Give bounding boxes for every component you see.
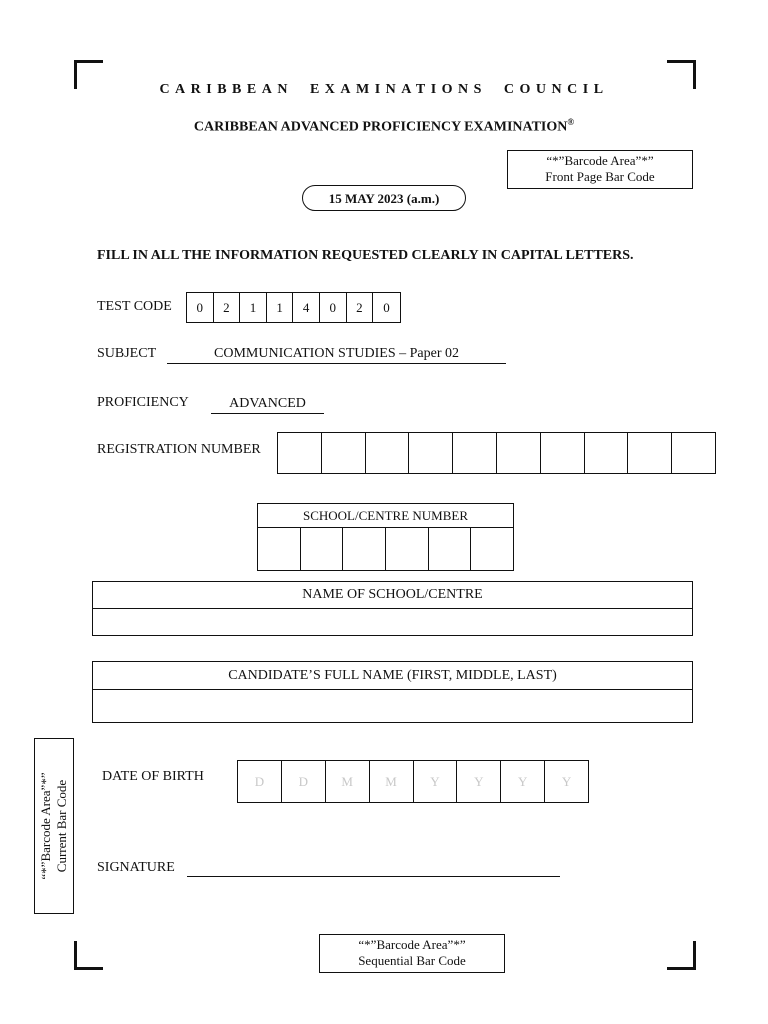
crop-mark-bottom-left	[74, 941, 103, 970]
school-number-digit-field[interactable]	[429, 528, 472, 570]
barcode-area-label: “*”Barcode Area”*”	[358, 937, 466, 952]
test-code-digit: 0	[320, 293, 347, 322]
test-code-digit: 0	[383, 300, 390, 315]
dob-day-field[interactable]: D	[282, 761, 326, 802]
barcode-type-label: Front Page Bar Code	[545, 169, 655, 184]
test-code-digit: 2	[214, 293, 241, 322]
test-code-boxes	[186, 292, 401, 323]
proficiency-value: ADVANCED	[211, 396, 324, 414]
subject-label: SUBJECT	[97, 346, 157, 361]
exam-title	[0, 117, 768, 136]
school-number-digit-field[interactable]	[471, 528, 513, 570]
council-title: CARIBBEAN EXAMINATIONS COUNCIL	[159, 82, 609, 97]
registration-number-label: REGISTRATION NUMBER	[97, 442, 261, 457]
school-number-digit-field[interactable]	[258, 528, 301, 570]
signature-line[interactable]	[187, 858, 560, 877]
current-barcode-text	[38, 741, 70, 911]
exam-date: 15 MAY 2023 (a.m.)	[302, 185, 466, 211]
registration-digit-field[interactable]	[628, 433, 672, 473]
test-code-digit: 4	[293, 293, 320, 322]
dob-month-field[interactable]: M	[326, 761, 370, 802]
registration-digit-field[interactable]	[541, 433, 585, 473]
test-code-label: TEST CODE	[97, 299, 172, 314]
registration-digit-field[interactable]	[366, 433, 410, 473]
dob-day-field[interactable]: D	[238, 761, 282, 802]
barcode-type-label: Current Bar Code	[54, 779, 69, 873]
registration-digit-field[interactable]	[585, 433, 629, 473]
dob-year-field[interactable]: Y	[501, 761, 545, 802]
school-centre-name-label: NAME OF SCHOOL/CENTRE	[93, 582, 692, 609]
sequential-barcode-area	[319, 934, 505, 973]
candidate-name-label: CANDIDATE’S FULL NAME (FIRST, MIDDLE, LAST)	[93, 662, 692, 690]
school-centre-name-field[interactable]	[93, 609, 692, 635]
school-centre-name-box	[92, 581, 693, 636]
barcode-type-label: Sequential Bar Code	[358, 953, 466, 968]
crop-mark-bottom-right	[667, 941, 696, 970]
current-barcode-area	[34, 738, 74, 914]
subject-value: COMMUNICATION STUDIES – Paper 02	[167, 346, 506, 364]
barcode-area-label: “*”Barcode Area”*”	[546, 153, 654, 168]
exam-title-text: CARIBBEAN ADVANCED PROFICIENCY EXAMINATION	[193, 119, 568, 135]
test-code-digit: 1	[267, 293, 294, 322]
school-number-digit-field[interactable]	[386, 528, 429, 570]
date-of-birth-boxes	[237, 760, 589, 803]
registration-digit-field[interactable]	[322, 433, 366, 473]
barcode-area-label: “*”Barcode Area”*”	[38, 772, 53, 880]
dob-year-field[interactable]: Y	[561, 774, 572, 789]
registered-mark: ®	[567, 117, 575, 127]
date-of-birth-label: DATE OF BIRTH	[102, 769, 204, 784]
registration-digit-field[interactable]	[497, 433, 541, 473]
candidate-name-box	[92, 661, 693, 723]
candidate-name-field[interactable]	[93, 690, 692, 722]
school-number-digit-field[interactable]	[343, 528, 386, 570]
front-page-barcode-area	[507, 150, 693, 189]
registration-digit-field[interactable]	[453, 433, 497, 473]
registration-digit-field[interactable]	[672, 433, 715, 473]
school-centre-number-label: SCHOOL/CENTRE NUMBER	[258, 504, 513, 528]
test-code-digit: 0	[187, 293, 214, 322]
registration-digit-field[interactable]	[278, 433, 322, 473]
test-code-digit: 1	[240, 293, 267, 322]
registration-number-boxes	[277, 432, 716, 474]
school-number-digit-field[interactable]	[301, 528, 344, 570]
dob-year-field[interactable]: Y	[414, 761, 458, 802]
dob-month-field[interactable]: M	[370, 761, 414, 802]
dob-year-field[interactable]: Y	[457, 761, 501, 802]
proficiency-label: PROFICIENCY	[97, 395, 189, 410]
registration-digit-field[interactable]	[409, 433, 453, 473]
school-centre-number-box	[257, 503, 514, 571]
test-code-digit: 2	[347, 293, 374, 322]
signature-label: SIGNATURE	[97, 860, 175, 875]
instruction-text: FILL IN ALL THE INFORMATION REQUESTED CLEARLY IN CAPITAL LETTERS.	[97, 248, 634, 263]
